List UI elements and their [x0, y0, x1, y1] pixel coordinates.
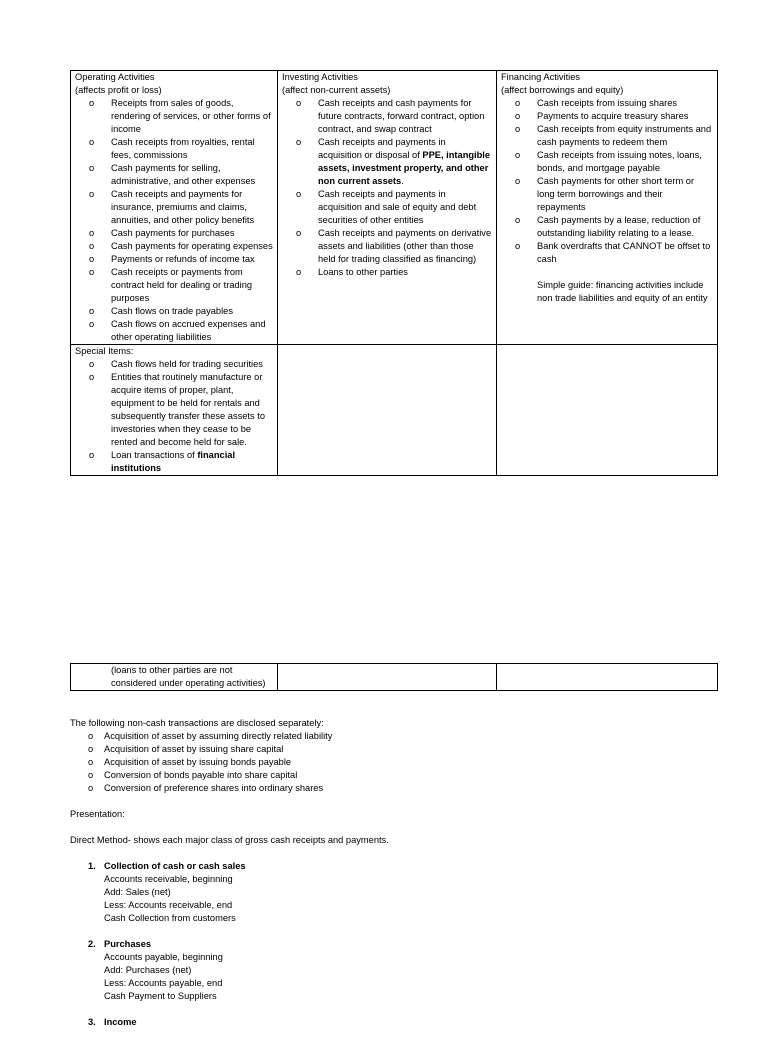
list-item: o Entities that routinely manufacture or acquire items of proper, plant, equipment to be held for rentals and subsequently transfer these assets to investories when they cease to be rented and become held for sale. — [75, 371, 273, 449]
investing-list — [282, 97, 492, 279]
special-items-cell — [71, 345, 278, 476]
empty-cell — [278, 664, 497, 691]
column-header-investing: Investing Activities (affect non-current assets) — [282, 72, 391, 95]
computation-line: Add: Sales (net) — [104, 887, 171, 897]
list-item: o Conversion of bonds payable into share capital — [70, 769, 720, 782]
list-item: o Cash payments by a lease, reduction of outstanding liability relating to a lease. — [501, 214, 713, 240]
computation-list — [70, 860, 720, 1029]
computation-line: Accounts payable, beginning — [104, 952, 223, 962]
special-items-list — [75, 358, 273, 475]
list-item: o Acquisition of asset by assuming directly related liability — [70, 730, 720, 743]
empty-cell — [497, 345, 718, 476]
computation-line: Less: Accounts payable, end — [104, 978, 223, 988]
column-header-operating: Operating Activities (affects profit or loss) — [75, 72, 162, 95]
table-row — [71, 71, 718, 345]
list-item: o Cash receipts or payments from contract held for dealing or trading purposes — [75, 266, 273, 305]
noncash-intro: The following non-cash transactions are disclosed separately: — [70, 718, 324, 728]
presentation-heading: Presentation: — [70, 809, 125, 819]
special-items-title: Special Items: — [75, 346, 134, 356]
financing-simple-guide: Simple guide: financing activities include non trade liabilities and equity of an entity — [537, 280, 708, 303]
list-item: o Cash receipts and payments for insurance, premiums and claims, annuities, and other policy benefits — [75, 188, 273, 227]
computation-line: Cash Collection from customers — [104, 913, 236, 923]
list-item: o Loans to other parties — [282, 266, 492, 279]
list-item: o Receipts from sales of goods, rendering of services, or other forms of income — [75, 97, 273, 136]
list-item: o Bank overdrafts that CANNOT be offset to cash — [501, 240, 713, 266]
computation-line: Add: Purchases (net) — [104, 965, 192, 975]
empty-cell — [497, 664, 718, 691]
list-item: o Cash payments for purchases — [75, 227, 273, 240]
operating-activities-cell — [71, 71, 278, 345]
table-row — [71, 664, 718, 691]
operating-list — [75, 97, 273, 344]
investing-activities-cell — [278, 71, 497, 345]
list-item: o Cash flows on accrued expenses and other operating liabilities — [75, 318, 273, 344]
list-item: o Cash payments for operating expenses — [75, 240, 273, 253]
list-item: o Cash payments for other short term or long term borrowings and their repayments — [501, 175, 713, 214]
notes-section — [70, 717, 720, 1042]
list-item: o Cash payments for selling, administrative, and other expenses — [75, 162, 273, 188]
direct-method-text: Direct Method- shows each major class of gross cash receipts and payments. — [70, 835, 389, 845]
continuation-table — [70, 663, 718, 691]
financing-activities-cell — [497, 71, 718, 345]
table-row — [71, 345, 718, 476]
list-item: o Payments to acquire treasury shares — [501, 110, 713, 123]
list-item: 3. Income — [70, 1016, 720, 1029]
column-header-financing: Financing Activities (affect borrowings and equity) — [501, 72, 624, 95]
list-item: o Acquisition of asset by issuing share capital — [70, 743, 720, 756]
list-item: o Cash flows on trade payables — [75, 305, 273, 318]
list-item: o Cash receipts from equity instruments and cash payments to redeem them — [501, 123, 713, 149]
list-item: o Cash flows held for trading securities — [75, 358, 273, 371]
computation-line: Less: Accounts receivable, end — [104, 900, 233, 910]
list-item: o Loan transactions of financial institutions — [75, 449, 273, 475]
computation-line: Cash Payment to Suppliers — [104, 991, 217, 1001]
list-item: 1. Collection of cash or cash sales Accounts receivable, beginning Add: Sales (net) Less: Accounts receivable, end Cash Collection from customers — [70, 860, 720, 925]
list-item: o Cash receipts and payments in acquisition or disposal of PPE, intangible assets, investment property, and other non current assets. — [282, 136, 492, 188]
list-item: o Cash receipts and payments on derivative assets and liabilities (other than those held for trading classified as financing) — [282, 227, 492, 266]
section-title: Income — [104, 1017, 137, 1027]
noncash-list — [70, 730, 720, 795]
section-title: Purchases — [104, 939, 152, 949]
list-item: o Cash receipts from issuing shares — [501, 97, 713, 110]
financing-list — [501, 97, 713, 266]
cash-flow-activities-table — [70, 70, 718, 476]
section-title: Collection of cash or cash sales — [104, 861, 246, 871]
list-item: o Conversion of preference shares into ordinary shares — [70, 782, 720, 795]
continuation-cell: (loans to other parties are not considered under operating activities) — [71, 664, 278, 691]
list-item: o Cash receipts and cash payments for future contracts, forward contract, option contract, and swap contract — [282, 97, 492, 136]
list-item: o Acquisition of asset by issuing bonds payable — [70, 756, 720, 769]
computation-line: Accounts receivable, beginning — [104, 874, 233, 884]
list-item: 2. Purchases Accounts payable, beginning Add: Purchases (net) Less: Accounts payable, end Cash Payment to Suppliers — [70, 938, 720, 1003]
list-item: o Cash receipts from issuing notes, loans, bonds, and mortgage payable — [501, 149, 713, 175]
list-item: o Cash receipts and payments in acquisition and sale of equity and debt securities of other entities — [282, 188, 492, 227]
list-item: o Cash receipts from royalties, rental fees, commissions — [75, 136, 273, 162]
list-item: o Payments or refunds of income tax — [75, 253, 273, 266]
empty-cell — [278, 345, 497, 476]
